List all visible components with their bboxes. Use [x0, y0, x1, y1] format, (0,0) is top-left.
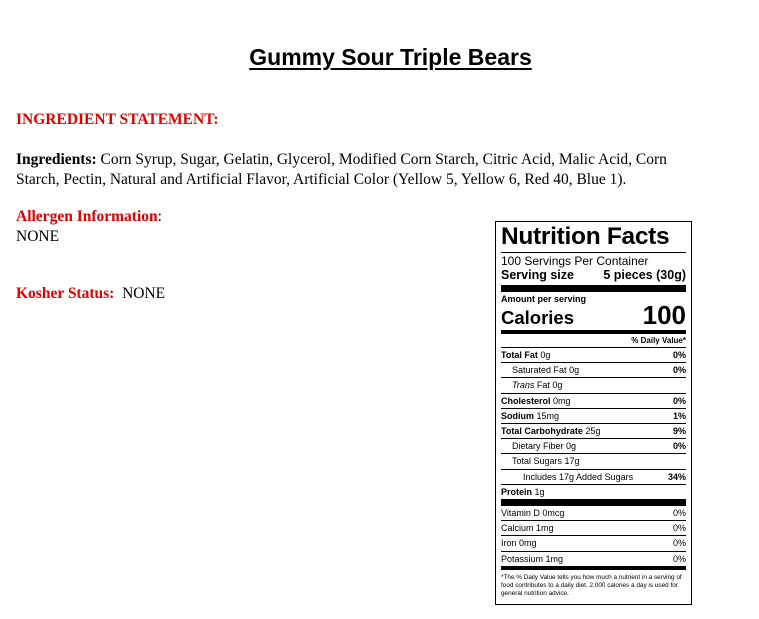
serving-size-value: 5 pieces (30g) [603, 268, 686, 282]
nutrient-row-total-carbohydrate [501, 424, 686, 439]
allergen-colon: : [157, 208, 162, 225]
calories-row [501, 300, 686, 330]
nutrient-label: Dietary Fiber [512, 441, 564, 452]
nutrient-dv: 0% [672, 365, 686, 376]
vitamin-label: Vitamin D 0mcg [501, 508, 565, 519]
nutrient-label: Total Carbohydrate [501, 426, 583, 437]
vitamin-label: Potassium 1mg [501, 553, 564, 564]
nutrient-label: Saturated Fat [512, 365, 567, 376]
nutrition-facts-label [495, 221, 692, 605]
nutrient-row-trans-fat [501, 378, 686, 393]
nutrient-label: Total Sugars [512, 456, 563, 467]
nutrient-amount: 15mg [536, 410, 560, 421]
nutrient-dv: 0% [672, 350, 686, 360]
ingredients-text-line1: Corn Syrup, Sugar, Gelatin, Glycerol, Modified Corn Starch, Citric Acid, Malic Acid, Corn [100, 151, 667, 168]
serving-size-row [501, 268, 686, 283]
page-title: Gummy Sour Triple Bears [249, 44, 532, 70]
vitamin-dv: 0% [672, 553, 686, 564]
nutrient-row-cholesterol [501, 394, 686, 409]
allergen-label: Allergen Information [16, 208, 158, 225]
allergen-value: NONE [16, 227, 60, 245]
nutrient-label: Total Fat [501, 350, 538, 360]
vitamin-label: Calcium 1mg [501, 523, 554, 534]
allergen-section [16, 207, 162, 246]
thick-divider [501, 285, 686, 292]
nutrient-row-saturated-fat [501, 363, 686, 378]
nutrient-label: Protein [501, 486, 533, 497]
nutrient-amount: 0g [566, 441, 577, 452]
ingredients-text-line2: Starch, Pectin, Natural and Artificial Flavor, Artificial Color (Yellow 5, Yellow 6, Red 40, Blue 1). [16, 170, 627, 188]
vitamin-row-iron [501, 536, 686, 551]
nutrient-row-sodium [501, 409, 686, 424]
nutrient-dv: 9% [672, 426, 686, 437]
nutrient-dv: 0% [672, 395, 686, 406]
nutrient-dv: 1% [672, 410, 686, 421]
nutrient-amount: 0g [552, 380, 563, 391]
kosher-section [16, 285, 165, 303]
nutrient-label-italic: Trans [512, 380, 535, 391]
vitamin-label: Iron 0mg [501, 538, 537, 549]
calories-label: Calories [501, 307, 575, 328]
nutrition-facts-title: Nutrition Facts [501, 223, 670, 250]
nutrient-amount: 0g [540, 350, 551, 360]
vitamin-row-calcium [501, 521, 686, 536]
serving-size-label: Serving size [501, 268, 574, 282]
nutrient-label: Fat [536, 380, 550, 391]
vitamin-dv: 0% [672, 508, 686, 519]
divider [501, 252, 686, 253]
ingredients-label: Ingredients: [16, 151, 97, 168]
ingredients-paragraph [16, 150, 756, 189]
vitamin-row-d [501, 506, 686, 521]
nutrient-label: Cholesterol [501, 395, 551, 406]
kosher-label: Kosher Status: [16, 285, 115, 302]
nutrient-amount: 17g [564, 456, 580, 467]
nutrient-row-dietary-fiber [501, 439, 686, 454]
vitamin-dv: 0% [672, 523, 686, 534]
nutrient-row-added-sugars [501, 470, 686, 484]
nutrient-row-total-sugars [501, 454, 686, 469]
ingredient-statement-heading: INGREDIENT STATEMENT: [16, 111, 219, 128]
nutrient-row-protein [501, 485, 686, 499]
nutrient-amount: 25g [585, 426, 601, 437]
nutrient-dv: 34% [667, 471, 686, 482]
nutrient-row-total-fat [501, 348, 686, 363]
kosher-value: NONE [122, 285, 166, 302]
nutrient-amount: 1g [534, 486, 545, 497]
nutrient-dv: 0% [672, 441, 686, 452]
daily-value-footnote: *The % Daily Value tells you how much a nutrient in a serving of food contributes to a daily diet. 2,000 calories a day is used for general nutrition advice. [501, 573, 682, 597]
vitamin-dv: 0% [672, 538, 686, 549]
nutrient-amount: 0g [569, 365, 580, 376]
thick-divider [501, 499, 686, 506]
daily-value-header: % Daily Value* [501, 334, 686, 348]
medium-divider [501, 566, 686, 570]
vitamin-row-potassium [501, 552, 686, 566]
amount-per-serving: Amount per serving [501, 294, 587, 304]
nutrient-amount: 0mg [553, 395, 571, 406]
nutrient-label: Includes 17g Added Sugars [523, 471, 634, 482]
nutrient-label: Sodium [501, 410, 534, 421]
calories-value: 100 [642, 300, 686, 330]
servings-per-container: 100 Servings Per Container [501, 254, 649, 268]
